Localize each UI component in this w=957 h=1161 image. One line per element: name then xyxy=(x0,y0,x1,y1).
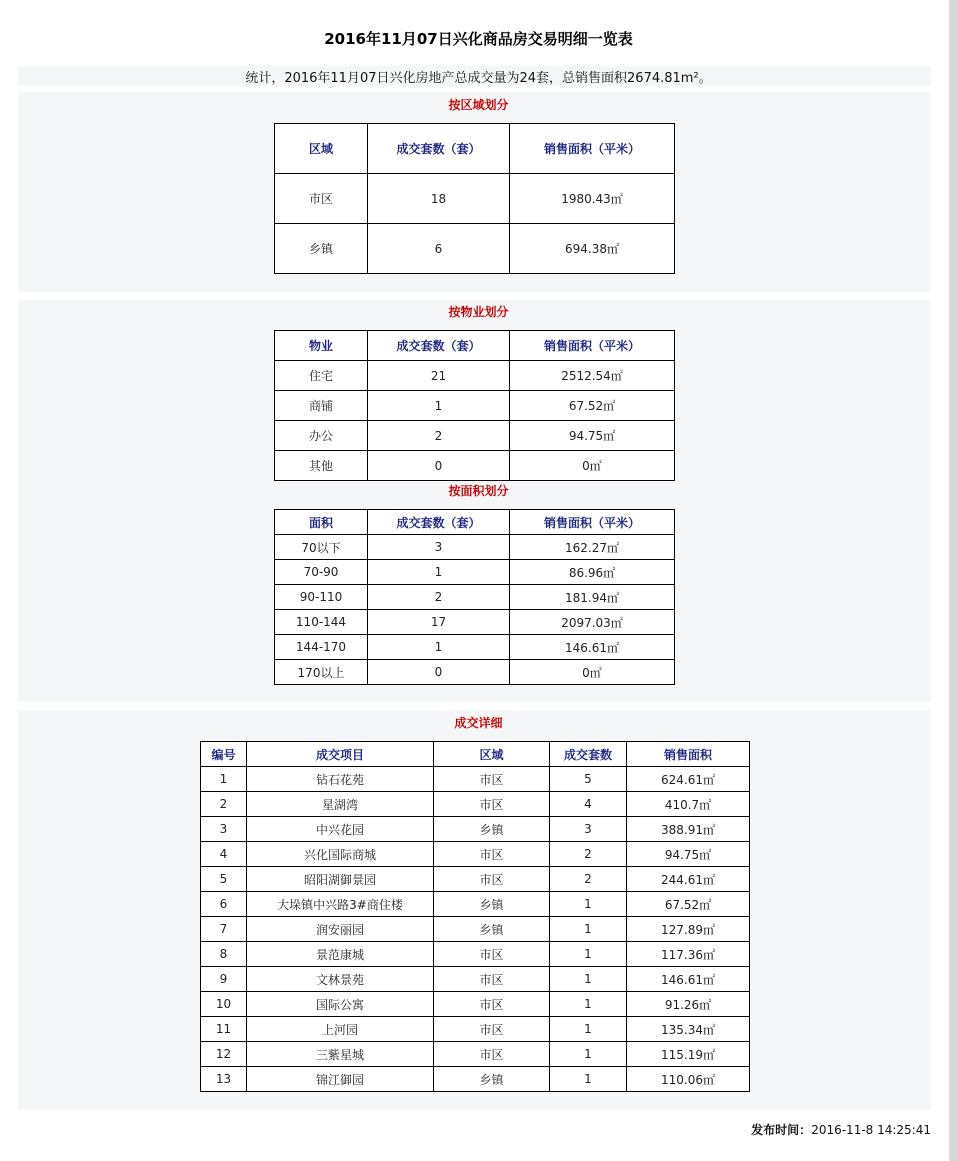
cell: 2 xyxy=(550,867,627,892)
row-number: 9 xyxy=(201,967,247,992)
col-header: 成交套数（套） xyxy=(368,331,510,361)
cell: 0㎡ xyxy=(510,660,675,685)
cell: 市区 xyxy=(434,942,550,967)
table-row xyxy=(201,817,750,842)
publish-value: 2016-11-8 14:25:41 xyxy=(811,1123,931,1137)
project-link[interactable]: 上河园 xyxy=(247,1017,434,1042)
row-number: 5 xyxy=(201,867,247,892)
table-row xyxy=(201,892,750,917)
row-number: 13 xyxy=(201,1067,247,1092)
table-row xyxy=(275,660,675,685)
table-row xyxy=(201,842,750,867)
table-row xyxy=(201,767,750,792)
table-row xyxy=(201,967,750,992)
table-row xyxy=(275,635,675,660)
cell: 2097.03㎡ xyxy=(510,610,675,635)
col-header: 销售面积（平米） xyxy=(510,331,675,361)
col-header: 成交套数（套） xyxy=(368,510,510,535)
cell: 办公 xyxy=(275,421,368,451)
cell: 146.61㎡ xyxy=(627,967,750,992)
table-row xyxy=(275,421,675,451)
col-header: 编号 xyxy=(201,742,247,767)
row-number: 3 xyxy=(201,817,247,842)
project-link[interactable]: 兴化国际商城 xyxy=(247,842,434,867)
cell: 181.94㎡ xyxy=(510,585,675,610)
project-link[interactable]: 文林景苑 xyxy=(247,967,434,992)
table-row xyxy=(201,942,750,967)
row-number: 10 xyxy=(201,992,247,1017)
cell: 乡镇 xyxy=(434,892,550,917)
cell: 1 xyxy=(550,992,627,1017)
table-row xyxy=(275,451,675,481)
details-table xyxy=(200,741,750,1092)
cell: 127.89㎡ xyxy=(627,917,750,942)
cell: 市区 xyxy=(434,792,550,817)
table-row xyxy=(275,391,675,421)
cell: 91.26㎡ xyxy=(627,992,750,1017)
cell: 1 xyxy=(368,560,510,585)
area-table xyxy=(274,509,675,685)
cell: 1 xyxy=(550,967,627,992)
cell: 21 xyxy=(368,361,510,391)
col-header: 物业 xyxy=(275,331,368,361)
table-row xyxy=(201,1042,750,1067)
cell: 694.38㎡ xyxy=(510,224,675,274)
col-header: 成交项目 xyxy=(247,742,434,767)
cell: 乡镇 xyxy=(434,917,550,942)
cell: 1 xyxy=(550,1017,627,1042)
cell: 117.36㎡ xyxy=(627,942,750,967)
table-row xyxy=(201,992,750,1017)
cell: 110.06㎡ xyxy=(627,1067,750,1092)
cell: 110-144 xyxy=(275,610,368,635)
table-row xyxy=(275,585,675,610)
cell: 86.96㎡ xyxy=(510,560,675,585)
col-header: 成交套数 xyxy=(550,742,627,767)
project-link[interactable]: 润安丽园 xyxy=(247,917,434,942)
cell: 1980.43㎡ xyxy=(510,174,675,224)
cell: 乡镇 xyxy=(434,1067,550,1092)
cell: 0 xyxy=(368,660,510,685)
publish-time xyxy=(751,1121,931,1138)
cell: 市区 xyxy=(434,967,550,992)
table-row xyxy=(275,610,675,635)
cell: 3 xyxy=(368,535,510,560)
cell: 18 xyxy=(368,174,510,224)
col-header: 销售面积（平米） xyxy=(510,124,675,174)
cell: 3 xyxy=(550,817,627,842)
cell: 市区 xyxy=(434,767,550,792)
cell: 乡镇 xyxy=(275,224,368,274)
col-header: 区域 xyxy=(434,742,550,767)
cell: 146.61㎡ xyxy=(510,635,675,660)
project-link[interactable]: 大垛镇中兴路3#商住楼 xyxy=(247,892,434,917)
cell: 1 xyxy=(550,1042,627,1067)
cell: 市区 xyxy=(275,174,368,224)
summary-text: 统计，2016年11月07日兴化房地产总成交量为24套，总销售面积2674.81m²。 xyxy=(245,71,712,86)
cell: 0㎡ xyxy=(510,451,675,481)
table-row xyxy=(201,1067,750,1092)
row-number: 12 xyxy=(201,1042,247,1067)
cell: 2 xyxy=(550,842,627,867)
col-header: 区域 xyxy=(275,124,368,174)
project-link[interactable]: 钻石花苑 xyxy=(247,767,434,792)
cell: 市区 xyxy=(434,1017,550,1042)
cell: 2 xyxy=(368,585,510,610)
cell: 乡镇 xyxy=(434,817,550,842)
cell: 70-90 xyxy=(275,560,368,585)
vertical-scrollbar[interactable] xyxy=(949,0,957,1161)
cell: 1 xyxy=(550,892,627,917)
col-header: 成交套数（套） xyxy=(368,124,510,174)
project-link[interactable]: 昭阳湖御景园 xyxy=(247,867,434,892)
col-header: 面积 xyxy=(275,510,368,535)
cell: 1 xyxy=(550,1067,627,1092)
cell: 2 xyxy=(368,421,510,451)
cell: 144-170 xyxy=(275,635,368,660)
publish-label: 发布时间： xyxy=(751,1123,812,1137)
cell: 244.61㎡ xyxy=(627,867,750,892)
cell: 115.19㎡ xyxy=(627,1042,750,1067)
cell: 135.34㎡ xyxy=(627,1017,750,1042)
cell: 70以下 xyxy=(275,535,368,560)
cell: 388.91㎡ xyxy=(627,817,750,842)
cell: 94.75㎡ xyxy=(627,842,750,867)
cell: 1 xyxy=(550,917,627,942)
project-link[interactable]: 锦江御园 xyxy=(247,1067,434,1092)
cell: 624.61㎡ xyxy=(627,767,750,792)
section-title-region: 按区域划分 xyxy=(448,98,509,112)
cell: 17 xyxy=(368,610,510,635)
cell: 6 xyxy=(368,224,510,274)
table-row xyxy=(201,1017,750,1042)
cell: 67.52㎡ xyxy=(510,391,675,421)
col-header: 销售面积 xyxy=(627,742,750,767)
cell: 1 xyxy=(368,635,510,660)
table-row xyxy=(275,224,675,274)
row-number: 6 xyxy=(201,892,247,917)
region-table xyxy=(274,123,675,274)
cell: 市区 xyxy=(434,867,550,892)
project-link[interactable]: 国际公寓 xyxy=(247,992,434,1017)
property-table xyxy=(274,330,675,481)
project-link[interactable]: 星湖湾 xyxy=(247,792,434,817)
table-row xyxy=(275,174,675,224)
cell: 1 xyxy=(368,391,510,421)
page-title: 2016年11月07日兴化商品房交易明细一览表 xyxy=(324,30,633,48)
cell: 162.27㎡ xyxy=(510,535,675,560)
project-link[interactable]: 中兴花园 xyxy=(247,817,434,842)
cell: 170以上 xyxy=(275,660,368,685)
cell: 商铺 xyxy=(275,391,368,421)
section-title-area: 按面积划分 xyxy=(448,484,509,498)
cell: 5 xyxy=(550,767,627,792)
col-header: 销售面积（平米） xyxy=(510,510,675,535)
table-row xyxy=(275,535,675,560)
row-number: 2 xyxy=(201,792,247,817)
section-title-property: 按物业划分 xyxy=(448,305,509,319)
cell: 市区 xyxy=(434,842,550,867)
cell: 67.52㎡ xyxy=(627,892,750,917)
cell: 市区 xyxy=(434,1042,550,1067)
row-number: 11 xyxy=(201,1017,247,1042)
table-row xyxy=(201,917,750,942)
project-link[interactable]: 三紫星城 xyxy=(247,1042,434,1067)
cell: 2512.54㎡ xyxy=(510,361,675,391)
table-row xyxy=(201,867,750,892)
cell: 410.7㎡ xyxy=(627,792,750,817)
cell: 住宅 xyxy=(275,361,368,391)
section-title-details: 成交详细 xyxy=(454,716,503,730)
cell: 市区 xyxy=(434,992,550,1017)
cell: 0 xyxy=(368,451,510,481)
cell: 1 xyxy=(550,942,627,967)
cell: 94.75㎡ xyxy=(510,421,675,451)
table-row xyxy=(275,361,675,391)
project-link[interactable]: 景范康城 xyxy=(247,942,434,967)
row-number: 8 xyxy=(201,942,247,967)
row-number: 1 xyxy=(201,767,247,792)
cell: 4 xyxy=(550,792,627,817)
cell: 90-110 xyxy=(275,585,368,610)
table-row xyxy=(201,792,750,817)
row-number: 7 xyxy=(201,917,247,942)
row-number: 4 xyxy=(201,842,247,867)
table-row xyxy=(275,560,675,585)
cell: 其他 xyxy=(275,451,368,481)
